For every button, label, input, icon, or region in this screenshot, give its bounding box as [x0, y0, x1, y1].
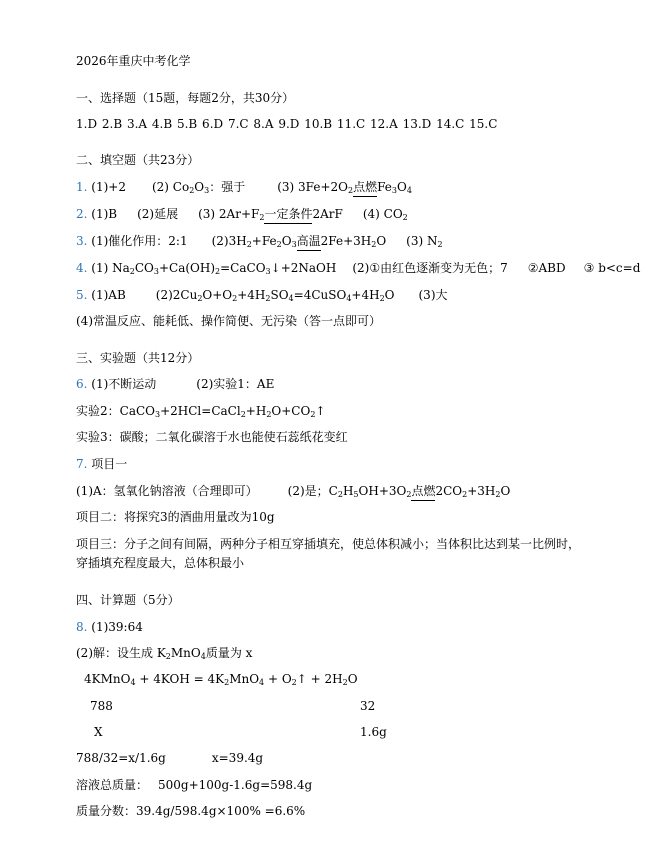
project-3-line-1: 项目三：分子之间有间隔，两种分子相互穿插填充，使总体积减小；当体积比达到某一比例时， — [76, 537, 581, 551]
q5-line: 5. (1)AB $(2)2Cu_2O+O_2+4H_2SO_4=4CuSO_4+4H_2O$ (3)大 — [76, 288, 448, 303]
section-4-heading: 四、计算题（5分） — [76, 593, 180, 607]
project-1-answers: (1)A：氢氧化钠溶液（合理即可） (2)是；$C_2H_5OH+3O_2$点燃$2CO_2+3H_2O$ — [76, 484, 511, 499]
solve-statement: (2)解：设生成 $K_2MnO_4$质量为 x — [76, 646, 253, 661]
experiment-3: 实验3：碳酸；二氧化碳溶于水也能使石蕊纸花变红 — [76, 430, 348, 444]
choice-answers: 1.D 2.B 3.A 4.B 5.B 6.D 7.C 8.A 9.D 10.B 11.C 12.A 13.D 14.C 15.C — [76, 117, 498, 131]
q2-number: 2. — [76, 207, 88, 221]
reaction-condition: 点燃 — [353, 180, 378, 194]
q3-line: 3. (1)催化作用：2:1 $(2)3H_2+Fe_2O_3$高温$2Fe+3H_2O$ (3) $N_2$ — [76, 234, 443, 249]
q4-line: 4. (1) $Na_2CO_3+Ca(OH)_2=CaCO_3↓+2NaOH$ (2)①由红色逐渐变为无色；7 ②ABD ③ b<c=d — [76, 261, 641, 276]
experiment-2: 实验2：$CaCO_3+2HCl=CaCl_2+H_2O+CO_2↑$ — [76, 404, 326, 419]
q4-number: 4. — [76, 261, 88, 275]
q6-line: 6. (1)不断运动 (2)实验1：AE — [76, 377, 275, 391]
q1-line: 1. (1)+2 (2) $Co_2O_3$：强于 (3) $3Fe+2O_2$点燃$Fe_3O_4$ — [76, 180, 412, 195]
project-3-line-2: 穿插填充程度最大，总体积最小 — [76, 556, 245, 570]
q5-number: 5. — [76, 288, 88, 302]
q7-number: 7. — [76, 457, 88, 471]
reaction-condition: 点燃 — [411, 484, 436, 498]
molar-mass-kmno4: 788 — [90, 699, 113, 713]
section-2-heading: 二、填空题（共23分） — [76, 153, 200, 167]
molar-mass-o2: 32 — [360, 699, 376, 713]
chemical-equation: 4KMnO$_4$ + $4KOH = 4K_2MnO_4$ + $O_2↑ + 2H_2O$ — [84, 672, 358, 687]
unknown-mass: X — [94, 725, 103, 739]
q8-number: 8. — [76, 620, 88, 634]
q1-number: 1. — [76, 180, 88, 194]
section-3-heading: 三、实验题（共12分） — [76, 351, 200, 365]
q3-number: 3. — [76, 234, 88, 248]
q7-line: 7. 项目一 — [76, 457, 128, 471]
q6-number: 6. — [76, 377, 88, 391]
mass-fraction: 质量分数：39.4g/598.4g×100% =6.6% — [76, 804, 306, 818]
oxygen-mass: 1.6g — [360, 725, 387, 739]
reaction-condition: 高温 — [296, 234, 321, 248]
page-title: 2026年重庆中考化学 — [76, 54, 191, 68]
q5-part-4: (4)常温反应、能耗低、操作简便、无污染（答一点即可） — [76, 314, 382, 328]
ratio-line: 788/32=x/1.6g x=39.4g — [76, 751, 264, 765]
section-1-heading: 一、选择题（15题，每题2分，共30分） — [76, 91, 295, 105]
solution-total-mass: 溶液总质量： 500g+100g-1.6g=598.4g — [76, 778, 313, 792]
reaction-condition: 一定条件 — [264, 207, 313, 221]
project-2: 项目二：将探究3的酒曲用量改为10g — [76, 510, 275, 524]
q2-line: 2. (1)B (2)延展 (3) $2Ar+F_2$一定条件2ArF (4) $CO_2$ — [76, 207, 408, 222]
q8-line: 8. (1)39:64 — [76, 620, 143, 634]
